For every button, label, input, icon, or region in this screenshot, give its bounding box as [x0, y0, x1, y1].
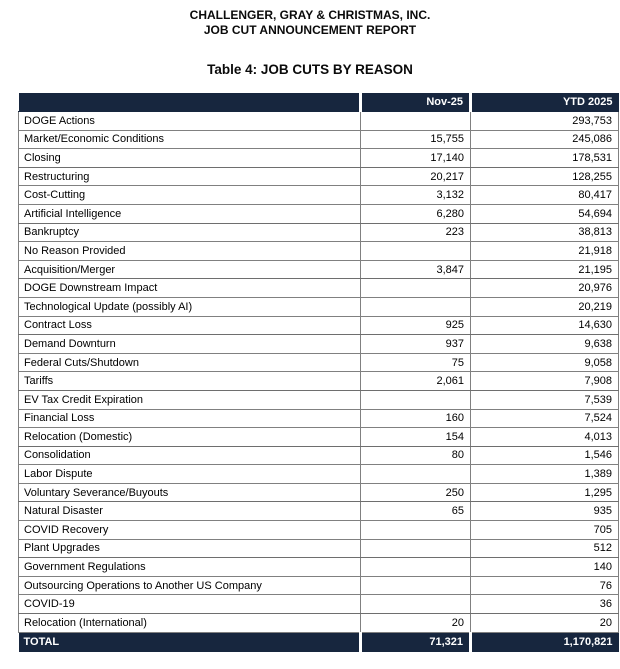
cell-ytd: 140: [471, 558, 619, 577]
cell-ytd: 9,638: [471, 335, 619, 354]
cell-nov: 2,061: [361, 372, 471, 391]
table-row: [19, 539, 619, 558]
total-nov-value: 71,321: [361, 632, 471, 652]
cell-ytd: 38,813: [471, 223, 619, 242]
table-header-row: [19, 93, 619, 112]
cell-reason: Closing: [19, 149, 361, 168]
cell-reason: Restructuring: [19, 167, 361, 186]
table-row: [19, 502, 619, 521]
cell-nov: 937: [361, 335, 471, 354]
cell-nov: 250: [361, 483, 471, 502]
table-row: [19, 186, 619, 205]
table-row: [19, 446, 619, 465]
cell-ytd: 80,417: [471, 186, 619, 205]
table-body: [19, 112, 619, 633]
cell-nov: 80: [361, 446, 471, 465]
cell-reason: Labor Dispute: [19, 465, 361, 484]
table-row: [19, 558, 619, 577]
table-row: [19, 335, 619, 354]
cell-reason: Financial Loss: [19, 409, 361, 428]
cell-nov: 15,755: [361, 130, 471, 149]
total-ytd-value: 1,170,821: [471, 632, 619, 652]
table-row: [19, 297, 619, 316]
cell-nov: 925: [361, 316, 471, 335]
cell-nov: [361, 576, 471, 595]
table-row: [19, 521, 619, 540]
cell-ytd: 7,524: [471, 409, 619, 428]
cell-reason: Consolidation: [19, 446, 361, 465]
table-row: [19, 149, 619, 168]
column-header-nov-25: Nov-25: [361, 93, 471, 112]
cell-ytd: 54,694: [471, 204, 619, 223]
cell-nov: 75: [361, 353, 471, 372]
cell-reason: Outsourcing Operations to Another US Company: [19, 576, 361, 595]
cell-nov: 3,132: [361, 186, 471, 205]
cell-reason: Voluntary Severance/Buyouts: [19, 483, 361, 502]
cell-nov: 160: [361, 409, 471, 428]
cell-ytd: 935: [471, 502, 619, 521]
cell-nov: [361, 521, 471, 540]
table-row: [19, 614, 619, 633]
cell-nov: [361, 297, 471, 316]
table-row: [19, 372, 619, 391]
cell-reason: Technological Update (possibly AI): [19, 297, 361, 316]
cell-nov: 3,847: [361, 260, 471, 279]
cell-reason: DOGE Actions: [19, 112, 361, 131]
cell-ytd: 1,546: [471, 446, 619, 465]
cell-reason: Federal Cuts/Shutdown: [19, 353, 361, 372]
cell-reason: EV Tax Credit Expiration: [19, 390, 361, 409]
column-header-ytd-2025: YTD 2025: [471, 93, 619, 112]
table-row: [19, 390, 619, 409]
cell-ytd: 293,753: [471, 112, 619, 131]
cell-reason: Relocation (International): [19, 614, 361, 633]
cell-reason: COVID Recovery: [19, 521, 361, 540]
cell-nov: [361, 242, 471, 261]
cell-reason: Natural Disaster: [19, 502, 361, 521]
table-row: [19, 576, 619, 595]
total-label: TOTAL: [19, 632, 361, 652]
table-row: [19, 428, 619, 447]
table-row: [19, 465, 619, 484]
table-row: [19, 242, 619, 261]
cell-reason: DOGE Downstream Impact: [19, 279, 361, 298]
table-row: [19, 409, 619, 428]
cell-reason: Cost-Cutting: [19, 186, 361, 205]
column-header-reason: [19, 93, 361, 112]
cell-ytd: 21,918: [471, 242, 619, 261]
cell-reason: Market/Economic Conditions: [19, 130, 361, 149]
table-row: [19, 595, 619, 614]
cell-nov: [361, 558, 471, 577]
cell-ytd: 9,058: [471, 353, 619, 372]
cell-ytd: 7,908: [471, 372, 619, 391]
cell-reason: Government Regulations: [19, 558, 361, 577]
cell-nov: [361, 279, 471, 298]
table-row: [19, 223, 619, 242]
cell-ytd: 245,086: [471, 130, 619, 149]
cell-ytd: 705: [471, 521, 619, 540]
cell-reason: Plant Upgrades: [19, 539, 361, 558]
table-row: [19, 279, 619, 298]
report-subtitle: JOB CUT ANNOUNCEMENT REPORT: [203, 23, 417, 37]
report-header: [0, 0, 620, 38]
cell-nov: 17,140: [361, 149, 471, 168]
table-row: [19, 130, 619, 149]
cell-nov: 154: [361, 428, 471, 447]
cell-ytd: 4,013: [471, 428, 619, 447]
cell-nov: [361, 595, 471, 614]
company-title: CHALLENGER, GRAY & CHRISTMAS, INC.: [189, 8, 431, 22]
cell-ytd: 20,219: [471, 297, 619, 316]
table-row: [19, 167, 619, 186]
cell-ytd: 20,976: [471, 279, 619, 298]
cell-reason: No Reason Provided: [19, 242, 361, 261]
job-cuts-by-reason-table: [18, 93, 619, 652]
cell-nov: 20,217: [361, 167, 471, 186]
cell-reason: Contract Loss: [19, 316, 361, 335]
cell-reason: Relocation (Domestic): [19, 428, 361, 447]
table-row: [19, 353, 619, 372]
cell-ytd: 1,295: [471, 483, 619, 502]
cell-reason: Bankruptcy: [19, 223, 361, 242]
cell-reason: COVID-19: [19, 595, 361, 614]
cell-nov: 223: [361, 223, 471, 242]
cell-reason: Acquisition/Merger: [19, 260, 361, 279]
table-total-row: [19, 632, 619, 652]
cell-nov: [361, 112, 471, 131]
cell-nov: 65: [361, 502, 471, 521]
cell-ytd: 21,195: [471, 260, 619, 279]
cell-reason: Artificial Intelligence: [19, 204, 361, 223]
cell-ytd: 20: [471, 614, 619, 633]
cell-nov: [361, 465, 471, 484]
cell-ytd: 76: [471, 576, 619, 595]
cell-reason: Demand Downturn: [19, 335, 361, 354]
cell-nov: 20: [361, 614, 471, 633]
cell-nov: 6,280: [361, 204, 471, 223]
table-row: [19, 112, 619, 131]
cell-ytd: 14,630: [471, 316, 619, 335]
table-row: [19, 483, 619, 502]
cell-reason: Tariffs: [19, 372, 361, 391]
table-row: [19, 204, 619, 223]
cell-nov: [361, 539, 471, 558]
cell-ytd: 512: [471, 539, 619, 558]
cell-ytd: 7,539: [471, 390, 619, 409]
cell-ytd: 36: [471, 595, 619, 614]
cell-ytd: 1,389: [471, 465, 619, 484]
cell-nov: [361, 390, 471, 409]
table-row: [19, 260, 619, 279]
cell-ytd: 178,531: [471, 149, 619, 168]
cell-ytd: 128,255: [471, 167, 619, 186]
table-title: Table 4: JOB CUTS BY REASON: [207, 62, 413, 77]
table-row: [19, 316, 619, 335]
